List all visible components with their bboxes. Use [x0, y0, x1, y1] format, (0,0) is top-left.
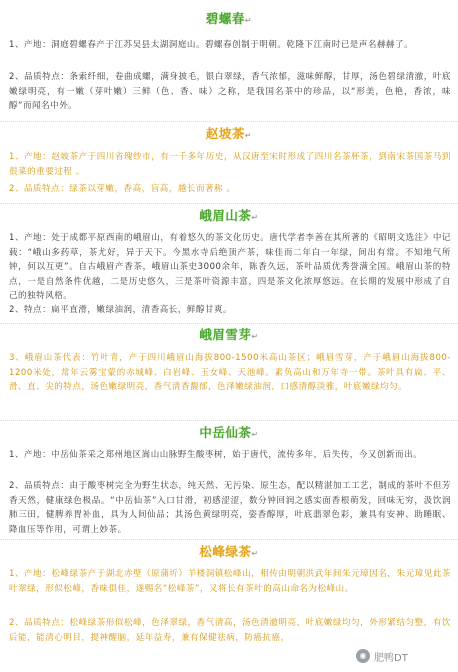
section-title-text: 中岳仙茶 — [199, 425, 252, 440]
section-title-songfeng — [0, 545, 458, 559]
section-title-zhaopo — [0, 127, 458, 141]
paragraph-mark-icon: ↵ — [251, 213, 259, 222]
paragraph-mark-icon: ↵ — [244, 131, 253, 140]
section-title-text: 峨眉雪芽 — [199, 327, 252, 342]
paragraph: 1、产地：赵坡茶产于四川省瑰纱市，有一千多年历史，从汉唐至宋时形成了四川名茶杯茶，到南宋茶国茶马到很菜的重要过程 。 — [9, 152, 451, 177]
section-title-biluochun — [0, 12, 458, 26]
paragraph-mark-icon: ↵ — [251, 549, 259, 558]
paragraph-mark-icon: ↵ — [244, 16, 253, 25]
watermark — [356, 648, 448, 664]
paragraph: 2、品质特点：松峰绿茶形似松峰，色泽翠绿，香气清高，汤色清澈明亮，叶底嫩绿均匀，外形紧结匀整，有饮后能，能清心明目，提神醒脑，延年益寿，兼有保健祛病，防癌抗癌， — [9, 618, 451, 643]
section-title-text: 赵坡茶 — [205, 126, 245, 141]
section-title-text: 峨眉山茶 — [199, 208, 252, 223]
section-divider — [0, 539, 458, 540]
watermark-text: 肥鸭DT — [374, 652, 408, 664]
paragraph-mark-icon: ↵ — [251, 430, 259, 439]
section-divider — [0, 203, 458, 204]
paragraph: 1、产地：洞庭碧螺春产于江苏吴县太湖洞庭山。碧螺春创制于明朝。乾隆下江南时已是声名赫赫了。 — [9, 40, 414, 50]
paragraph: 1、产地：处于成都平原西南的峨眉山，有着悠久的茶文化历史。唐代学者李善在其所著的《昭明文选注》中记载：“峨山多药草，茶尤好，异于天下。今黑水寺后绝顶产茶，味佳而二年白一年绿，间出有常。不知地气所钟，何以互更”。自古峨眉产香茶，峨眉山茶史3000余年，陈香久远，茶叶品质优秀誉满全国。峨眉山茶的特点，一是自然条件优越，二是历史悠久，三是茶叶资源丰富，四是茶文化浓厚悠远。在长期的发展中形成了自己的独特风格。 — [9, 233, 451, 301]
section-divider — [0, 323, 458, 324]
section-title-text: 松峰绿茶 — [199, 544, 252, 559]
section-title-emei-xueya — [0, 328, 458, 342]
paragraph: 1、产地：中岳仙茶采之郑州地区嵩山山脉野生酸枣树，始于唐代，流传多年，后失传，今又创新而出。 — [9, 450, 423, 460]
paragraph: 3、峨眉山茶代表：竹叶青，产于四川峨眉山海拔800-1500米高山茶区；峨眉雪芽，产于峨眉山海拔800-1200米处，常年云雾宝蒙的赤城峰、白岩峰、玉女峰、天池峰。素负高山和万年寺一带。茶叶具有扁、平、滑、直、尖的特点，汤色嫩绿明亮，香气清香馥郁，色泽嫩绿油润，口感清醇淡雅，叶底嫩绿均匀。 — [9, 353, 451, 392]
section-divider — [0, 420, 458, 421]
paragraph: 1、产地：松峰绿茶产于湖北赤壁（原蒲圻）羊楼洞镇松峰山，相传由明朝洪武年间朱元璋因名，朱元璋见此茶叶翠绿，形似松峰，香味俱佳，遂赐名“松峰茶”，又将长有茶叶的高山命名为松峰山。 — [9, 569, 451, 594]
paragraph: 2、品质特点：绿茶以芽嫩，香高，盲高，越长而著称 。 — [9, 184, 236, 194]
paragraph: 2、特点：扁平直滑，嫩绿油润，清香高长，鲜醇甘爽。 — [9, 305, 233, 315]
paragraph: 2、品质特点：条索纤细，卷曲成螺，满身披毛，银白翠绿，香气浓郁，滋味鲜醇，甘厚，汤色碧绿清澈，叶底嫩绿明亮，有一嫩（芽叶嫩）三鲜（色、香、味）之称，是我国名茶中的珍品，以“形美，色艳，香浓，味醇”而闻名中外。 — [9, 72, 451, 111]
section-title-text: 碧螺春 — [205, 11, 245, 26]
wechat-logo-icon: ◉ — [356, 649, 370, 663]
paragraph-mark-icon: ↵ — [251, 332, 259, 341]
paragraph: 2、品质特点：由于酸枣树完全为野生状态，纯天然、无污染、原生态，配以精湛加工工艺，制成的茶叶不但芳香天然，健康绿色极品。“中岳仙茶”入口甘滑，初感涩涩，数分钟回润之感实面香根萌发，回味无穷，汲饮润肺三田，健脾养胃补血，具为人间仙品；其汤色黄绿明亮，姿香醇厚，叶底翡翠色彩，兼具有安神、助睡眠、降血压等作用，可谓上妙茶。 — [9, 481, 451, 535]
section-title-emeishan — [0, 209, 458, 223]
section-divider — [0, 121, 458, 122]
section-title-zhongyue — [0, 426, 458, 440]
